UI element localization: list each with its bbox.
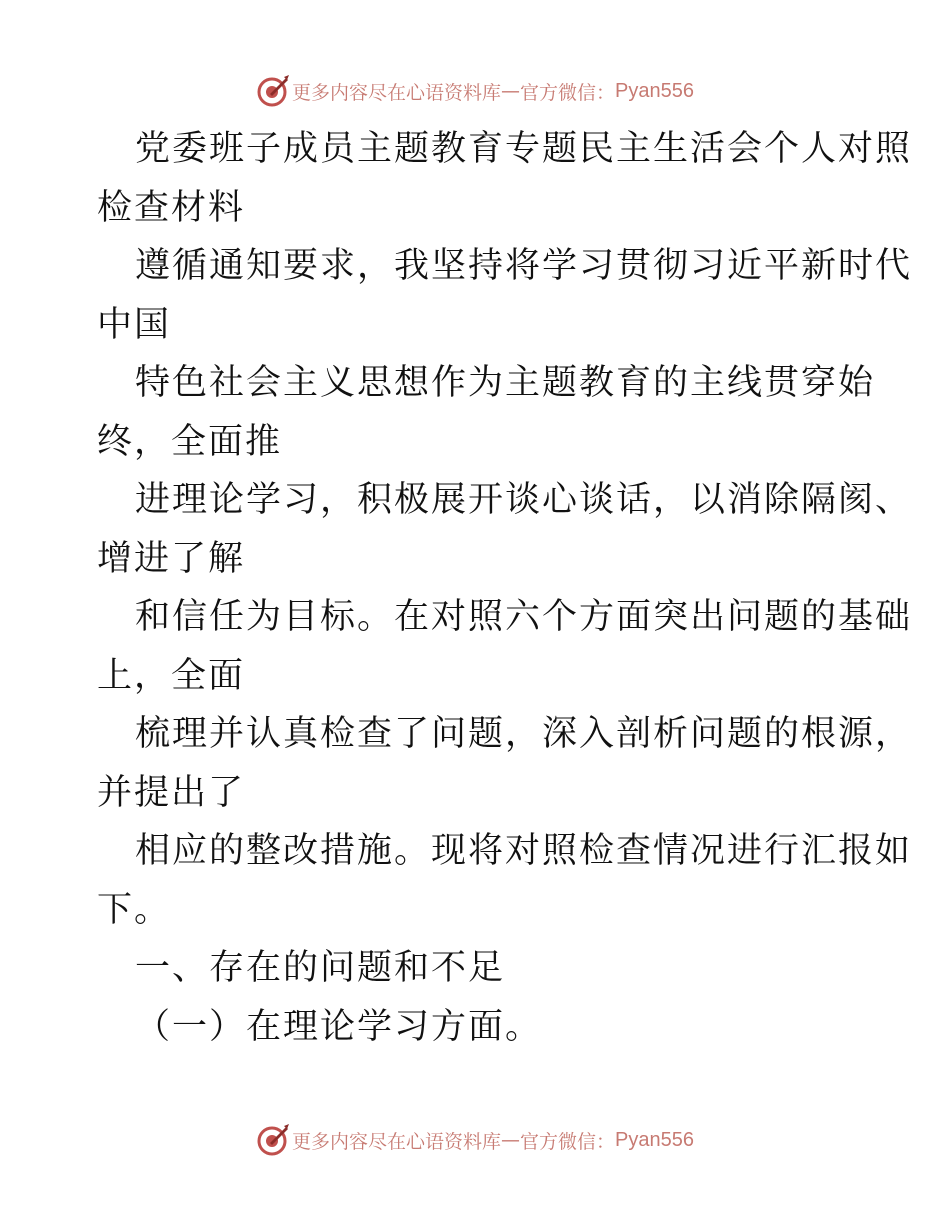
watermark-separator: — (501, 80, 521, 102)
watermark-separator: — (501, 1129, 521, 1151)
document-body (97, 120, 913, 1056)
brand-logo-icon (256, 1123, 290, 1157)
text-line: 增进了解 (97, 538, 246, 579)
text-line: 遵循通知要求，我坚持将学习贯彻习近平新时代 (135, 246, 913, 286)
watermark-wechat-handle: Pyan556 (615, 1128, 694, 1151)
header-watermark (0, 71, 950, 111)
watermark-site-text: 更多内容尽在心语资料库 (292, 81, 502, 104)
subsection-heading: （一）在理论学习方面。 (135, 1006, 543, 1047)
section-heading: 一、存在的问题和不足 (135, 948, 506, 988)
watermark-wechat-label: 官方微信： (520, 1130, 616, 1153)
text-line: 上，全面 (97, 655, 246, 696)
text-line: 党委班子成员主题教育专题民主生活会个人对照 (135, 129, 913, 169)
text-line: 进理论学习，积极展开谈心谈话，以消除隔阂、 (135, 480, 913, 520)
text-line: 检查材料 (97, 187, 246, 228)
text-line: 并提出了 (97, 772, 246, 813)
text-line: 终，全面推 (97, 421, 283, 462)
footer-watermark (0, 1120, 950, 1160)
text-line: 相应的整改措施。现将对照检查情况进行汇报如 (135, 831, 913, 871)
brand-logo-icon (256, 74, 290, 108)
text-line: 和信任为目标。在对照六个方面突出问题的基础 (135, 597, 913, 637)
text-line: 下。 (97, 889, 172, 930)
text-line: 中国 (97, 304, 172, 345)
watermark-wechat-label: 官方微信： (520, 81, 616, 104)
text-line: 梳理并认真检查了问题，深入剖析问题的根源， (135, 714, 913, 754)
text-line: 特色社会主义思想作为主题教育的主线贯穿始 (135, 363, 876, 403)
watermark-site-text: 更多内容尽在心语资料库 (292, 1130, 502, 1153)
watermark-wechat-handle: Pyan556 (615, 79, 694, 102)
